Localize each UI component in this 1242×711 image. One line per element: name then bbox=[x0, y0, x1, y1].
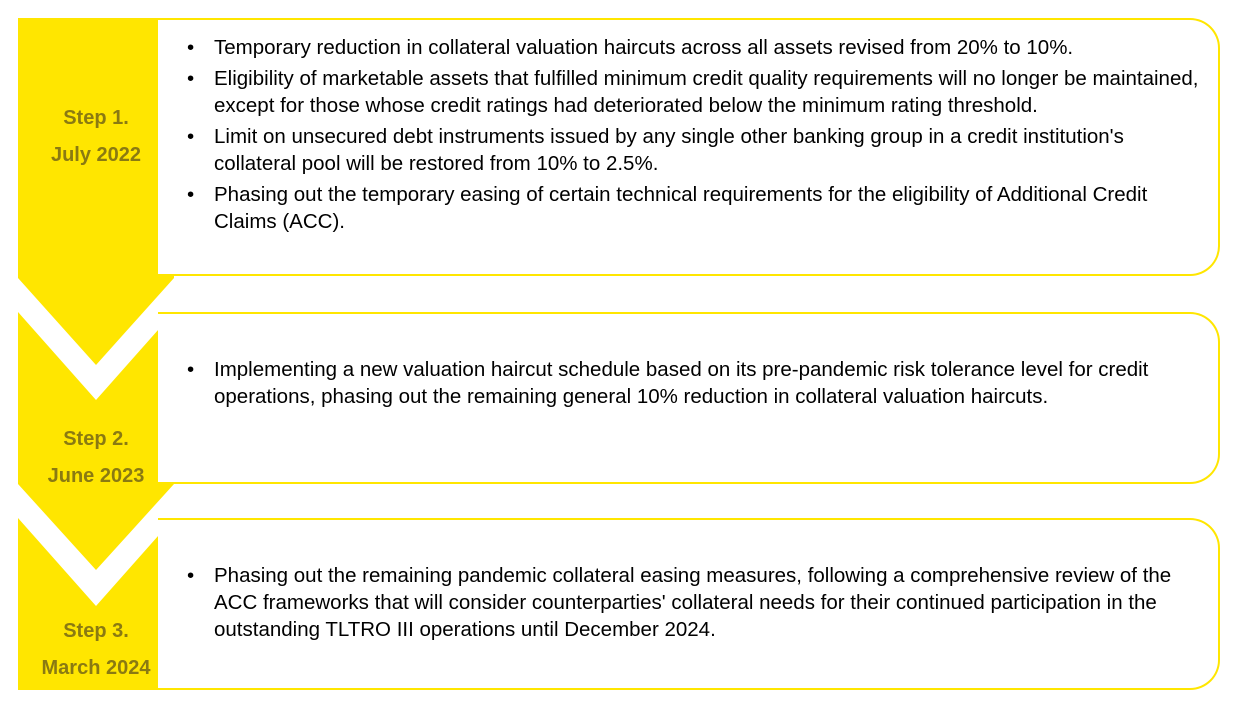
step-3-panel bbox=[158, 518, 1220, 690]
step-2-bullets bbox=[158, 314, 1218, 410]
list-item: • Limit on unsecured debt instruments issued by any single other banking group in a credit institution's collateral pool will be restored from 10% to 2.5%. bbox=[214, 123, 1210, 177]
chevron-step-1 bbox=[18, 18, 174, 365]
list-item: • Phasing out the temporary easing of certain technical requirements for the eligibility of Additional Credit Claims (ACC). bbox=[214, 181, 1210, 235]
step-1-date: July 2022 bbox=[50, 144, 142, 166]
step-2-date: June 2023 bbox=[47, 465, 145, 487]
step-3-bullets bbox=[158, 520, 1218, 643]
list-item: • Eligibility of marketable assets that fulfilled minimum credit quality requirements will no longer be maintained, except for those whose credit ratings had deteriorated below the minimum rating threshold. bbox=[214, 65, 1210, 119]
step-1-label bbox=[18, 100, 174, 174]
step-3-label bbox=[18, 613, 174, 687]
step-1-panel bbox=[158, 18, 1220, 276]
step-2-number: Step 2. bbox=[63, 428, 129, 450]
step-1-bullets bbox=[158, 20, 1218, 235]
list-item: • Phasing out the remaining pandemic collateral easing measures, following a comprehensive review of the ACC frameworks that will consider counterparties' collateral needs for their continued participation in the outstanding TLTRO III operations until December 2024. bbox=[214, 562, 1210, 643]
step-2-label bbox=[18, 421, 174, 495]
step-1-number: Step 1. bbox=[63, 107, 129, 129]
step-3-number: Step 3. bbox=[63, 620, 129, 642]
step-3-date: March 2024 bbox=[41, 657, 151, 679]
list-item: • Implementing a new valuation haircut schedule based on its pre-pandemic risk tolerance level for credit operations, phasing out the remaining general 10% reduction in collateral valuation haircuts. bbox=[214, 356, 1210, 410]
step-2-panel bbox=[158, 312, 1220, 484]
list-item: • Temporary reduction in collateral valuation haircuts across all assets revised from 20% to 10%. bbox=[214, 34, 1210, 61]
